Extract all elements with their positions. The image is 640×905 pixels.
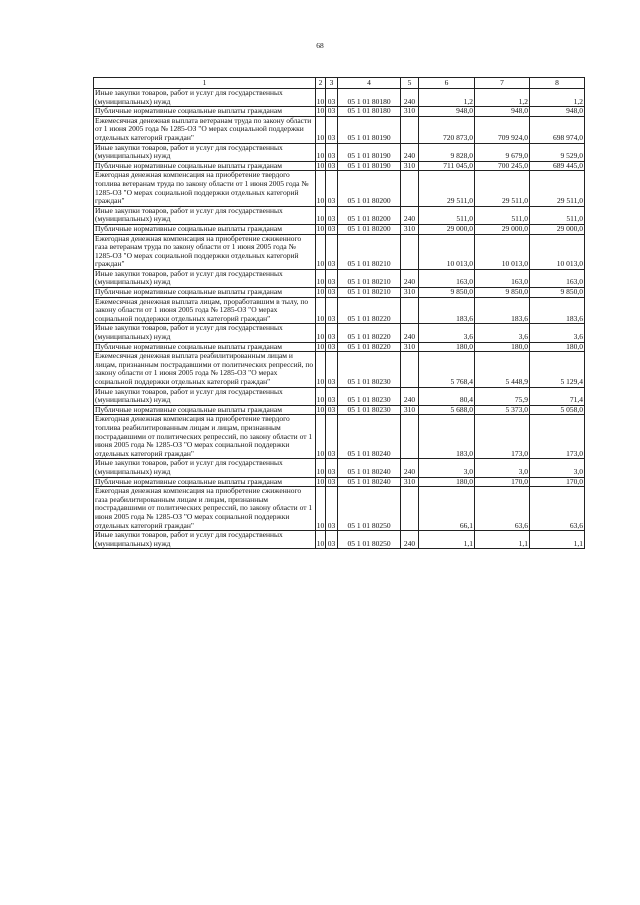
subsection-code: 03 (326, 342, 338, 352)
section-code: 10 (316, 459, 326, 477)
amount-year-1: 3,0 (419, 459, 475, 477)
row-description: Ежегодная денежная компенсация на приобретение сжиженного газа реабилитированным лицам и лицам, признанным пострадавшими от политических репрессий, по закону области от 1 июня 2005 года № 1285-ОЗ "О мерах социальной поддержки отдельных категорий граждан" (94, 487, 316, 531)
subsection-code: 03 (326, 387, 338, 405)
section-code: 10 (316, 106, 325, 116)
row-description: Публичные нормативные социальные выплаты гражданам (94, 161, 316, 171)
amount-year-1: 9 850,0 (419, 288, 475, 298)
amount-year-3: 29 000,0 (530, 224, 585, 234)
amount-year-2: 700 245,0 (475, 161, 530, 171)
amount-year-2: 10 013,0 (475, 234, 530, 269)
amount-year-3: 163,0 (530, 269, 585, 287)
amount-year-1: 66,1 (419, 487, 475, 531)
target-article-code: 05 1 01 80200 (338, 206, 401, 224)
table-row (94, 107, 585, 117)
row-description: Публичные нормативные социальные выплаты гражданам (94, 288, 316, 298)
row-description: Иные закупки товаров, работ и услуг для государственных (муниципальных) нужд (94, 206, 316, 224)
amount-year-3: 5 129,4 (530, 352, 585, 387)
amount-year-3: 5 058,0 (530, 405, 585, 415)
column-header: 6 (419, 78, 475, 89)
amount-year-2: 709 924,0 (475, 116, 530, 143)
section-code: 10 (316, 161, 325, 170)
amount-year-2: 1,2 (475, 89, 530, 107)
target-article-code: 05 1 01 80210 (338, 234, 401, 269)
target-article-code: 05 1 01 80180 (338, 107, 401, 117)
target-article-code: 05 1 01 80240 (338, 459, 401, 477)
amount-year-1: 3,6 (419, 324, 475, 342)
row-description: Ежемесячная денежная выплата лицам, проработавшим в тылу, по закону области от 1 июня 2005 года № 1285-ОЗ "О мерах социальной поддержки отдельных категорий граждан" (94, 297, 316, 324)
row-description: Публичные нормативные социальные выплаты гражданам (94, 342, 316, 352)
amount-year-3: 1,2 (530, 89, 585, 107)
subsection-code: 03 (326, 206, 338, 224)
amount-year-2: 9 679,0 (475, 143, 530, 161)
subsection-code: 03 (326, 487, 338, 531)
column-header: 3 (326, 78, 338, 89)
amount-year-1: 10 013,0 (419, 234, 475, 269)
table-row (94, 288, 585, 298)
subsection-code: 03 (326, 107, 338, 117)
amount-year-3: 63,6 (530, 487, 585, 531)
subsection-code: 03 (326, 531, 338, 549)
amount-year-1: 5 768,4 (419, 352, 475, 387)
amount-year-3: 511,0 (530, 206, 585, 224)
row-description: Ежемесячная денежная выплата ветеранам труда по закону области от 1 июня 2005 года № 1285-ОЗ "О мерах социальной поддержки отдельных категорий граждан" (94, 116, 316, 143)
section-code: 10 (316, 405, 325, 414)
amount-year-2: 5 373,0 (475, 405, 530, 415)
amount-year-1: 80,4 (419, 387, 475, 405)
target-article-code: 05 1 01 80230 (338, 405, 401, 415)
table-row (94, 206, 585, 224)
target-article-code: 05 1 01 80220 (338, 342, 401, 352)
expense-type-code: 240 (401, 89, 419, 107)
expense-type-code: 310 (401, 224, 419, 234)
column-header: 4 (338, 78, 401, 89)
expense-type-code: 310 (401, 161, 419, 171)
table-row (94, 477, 585, 487)
row-description: Иные закупки товаров, работ и услуг для государственных (муниципальных) нужд (94, 324, 316, 342)
expense-type-code (401, 297, 419, 324)
expense-type-code: 310 (401, 107, 419, 117)
target-article-code: 05 1 01 80210 (338, 288, 401, 298)
table-row (94, 143, 585, 161)
expense-type-code: 240 (401, 459, 419, 477)
row-description: Публичные нормативные социальные выплаты гражданам (94, 107, 316, 117)
expense-type-code (401, 234, 419, 269)
target-article-code: 05 1 01 80240 (338, 477, 401, 487)
amount-year-3: 689 445,0 (530, 161, 585, 171)
amount-year-1: 9 828,0 (419, 143, 475, 161)
table-row (94, 352, 585, 387)
amount-year-2: 163,0 (475, 269, 530, 287)
row-description: Ежемесячная денежная выплата реабилитированным лицам и лицам, признанным пострадавшими от политических репрессий, по закону области от 1 июня 2005 года № 1285-ОЗ "О мерах социальной поддержки отдельных категорий граждан" (94, 352, 316, 387)
subsection-code: 03 (326, 477, 338, 487)
amount-year-3: 1,1 (530, 531, 585, 549)
column-header: 8 (530, 78, 585, 89)
amount-year-3: 9 850,0 (530, 288, 585, 298)
expense-type-code (401, 171, 419, 206)
row-description: Иные закупки товаров, работ и услуг для государственных (муниципальных) нужд (94, 143, 316, 161)
table-row (94, 269, 585, 287)
row-description: Иные закупки товаров, работ и услуг для государственных (муниципальных) нужд (94, 531, 316, 549)
amount-year-2: 75,9 (475, 387, 530, 405)
amount-year-1: 183,0 (419, 415, 475, 459)
section-code: 10 (316, 234, 326, 269)
amount-year-2: 948,0 (475, 107, 530, 117)
table-row (94, 387, 585, 405)
amount-year-2: 3,0 (475, 459, 530, 477)
section-code: 10 (316, 531, 326, 549)
amount-year-2: 5 448,9 (475, 352, 530, 387)
row-description: Иные закупки товаров, работ и услуг для государственных (муниципальных) нужд (94, 459, 316, 477)
section-code: 10 (316, 206, 326, 224)
section-code: 10 (316, 352, 326, 387)
amount-year-1: 5 688,0 (419, 405, 475, 415)
row-description: Иные закупки товаров, работ и услуг для государственных (муниципальных) нужд (94, 89, 316, 107)
amount-year-1: 720 873,0 (419, 116, 475, 143)
amount-year-2: 3,6 (475, 324, 530, 342)
subsection-code: 03 (326, 143, 338, 161)
expense-type-code: 240 (401, 269, 419, 287)
row-description: Иные закупки товаров, работ и услуг для государственных (муниципальных) нужд (94, 387, 316, 405)
column-header: 7 (475, 78, 530, 89)
subsection-code: 03 (326, 224, 338, 234)
amount-year-2: 170,0 (475, 477, 530, 487)
table-row (94, 297, 585, 324)
table-row (94, 161, 585, 171)
section-code: 10 (316, 89, 326, 107)
target-article-code: 05 1 01 80180 (338, 89, 401, 107)
amount-year-1: 711 045,0 (419, 161, 475, 171)
section-code: 10 (316, 415, 326, 459)
expense-type-code: 240 (401, 531, 419, 549)
amount-year-3: 183,6 (530, 297, 585, 324)
subsection-code: 03 (326, 288, 338, 298)
column-header: 5 (401, 78, 419, 89)
row-description: Публичные нормативные социальные выплаты гражданам (94, 477, 316, 487)
amount-year-2: 183,6 (475, 297, 530, 324)
subsection-code: 03 (326, 459, 338, 477)
expense-type-code (401, 116, 419, 143)
amount-year-3: 698 974,0 (530, 116, 585, 143)
row-description: Ежегодная денежная компенсация на приобретение сжиженного газа ветеранам труда по закону области от 1 июня 2005 года № 1285-ОЗ "О мерах социальной поддержки отдельных категорий граждан" (94, 234, 316, 269)
amount-year-1: 163,0 (419, 269, 475, 287)
section-code: 10 (316, 171, 326, 206)
amount-year-3: 948,0 (530, 107, 585, 117)
table-row (94, 459, 585, 477)
amount-year-3: 180,0 (530, 342, 585, 352)
amount-year-1: 948,0 (419, 107, 475, 117)
target-article-code: 05 1 01 80230 (338, 387, 401, 405)
amount-year-3: 173,0 (530, 415, 585, 459)
amount-year-1: 29 000,0 (419, 224, 475, 234)
page-number: 68 (316, 41, 324, 50)
target-article-code: 05 1 01 80220 (338, 297, 401, 324)
target-article-code: 05 1 01 80250 (338, 487, 401, 531)
expense-type-code: 310 (401, 477, 419, 487)
subsection-code: 03 (326, 297, 338, 324)
row-description: Иные закупки товаров, работ и услуг для государственных (муниципальных) нужд (94, 269, 316, 287)
section-code: 10 (316, 324, 326, 342)
row-description: Публичные нормативные социальные выплаты гражданам (94, 405, 316, 415)
section-code: 10 (316, 287, 325, 297)
table-row (94, 89, 585, 107)
subsection-code: 03 (326, 405, 338, 415)
subsection-code: 03 (326, 116, 338, 143)
expense-type-code (401, 415, 419, 459)
target-article-code: 05 1 01 80230 (338, 352, 401, 387)
table-row (94, 324, 585, 342)
section-code: 10 (316, 269, 326, 287)
amount-year-3: 71,4 (530, 387, 585, 405)
target-article-code: 05 1 01 80210 (338, 269, 401, 287)
expense-type-code: 240 (401, 206, 419, 224)
amount-year-1: 1,2 (419, 89, 475, 107)
target-article-code: 05 1 01 80190 (338, 161, 401, 171)
amount-year-2: 180,0 (475, 342, 530, 352)
amount-year-3: 170,0 (530, 477, 585, 487)
amount-year-3: 10 013,0 (530, 234, 585, 269)
section-code: 10 (316, 297, 326, 324)
table-row (94, 224, 585, 234)
section-code: 10 (316, 477, 325, 486)
row-description: Публичные нормативные социальные выплаты гражданам (94, 224, 316, 234)
amount-year-2: 511,0 (475, 206, 530, 224)
subsection-code: 03 (326, 171, 338, 206)
amount-year-2: 9 850,0 (475, 288, 530, 298)
subsection-code: 03 (326, 269, 338, 287)
budget-table-body (94, 78, 585, 549)
amount-year-1: 180,0 (419, 342, 475, 352)
header-row (94, 78, 585, 89)
column-header: 2 (316, 78, 326, 89)
subsection-code: 03 (326, 415, 338, 459)
subsection-code: 03 (326, 161, 338, 171)
amount-year-3: 29 511,0 (530, 171, 585, 206)
budget-table (93, 77, 585, 549)
expense-type-code: 310 (401, 405, 419, 415)
amount-year-2: 173,0 (475, 415, 530, 459)
expense-type-code: 310 (401, 342, 419, 352)
table-row (94, 405, 585, 415)
table-row (94, 415, 585, 459)
amount-year-1: 511,0 (419, 206, 475, 224)
expense-type-code: 240 (401, 324, 419, 342)
target-article-code: 05 1 01 80190 (338, 116, 401, 143)
row-description: Ежегодная денежная компенсация на приобретение твердого топлива ветеранам труда по закону области от 1 июня 2005 года № 1285-ОЗ "О мерах социальной поддержки отдельных категорий граждан" (94, 171, 316, 206)
subsection-code: 03 (326, 352, 338, 387)
section-code: 10 (316, 116, 326, 143)
expense-type-code: 240 (401, 387, 419, 405)
target-article-code: 05 1 01 80200 (338, 171, 401, 206)
amount-year-2: 1,1 (475, 531, 530, 549)
target-article-code: 05 1 01 80220 (338, 324, 401, 342)
table-row (94, 234, 585, 269)
expense-type-code (401, 487, 419, 531)
amount-year-1: 1,1 (419, 531, 475, 549)
amount-year-2: 29 511,0 (475, 171, 530, 206)
table-row (94, 487, 585, 531)
amount-year-1: 180,0 (419, 477, 475, 487)
table-row (94, 342, 585, 352)
subsection-code: 03 (326, 234, 338, 269)
table-row (94, 531, 585, 549)
subsection-code: 03 (326, 324, 338, 342)
amount-year-3: 3,0 (530, 459, 585, 477)
expense-type-code: 310 (401, 288, 419, 298)
section-code: 10 (316, 487, 326, 531)
amount-year-2: 29 000,0 (475, 224, 530, 234)
target-article-code: 05 1 01 80250 (338, 531, 401, 549)
target-article-code: 05 1 01 80240 (338, 415, 401, 459)
table-row (94, 171, 585, 206)
expense-type-code (401, 352, 419, 387)
section-code: 10 (316, 143, 326, 161)
subsection-code: 03 (326, 89, 338, 107)
target-article-code: 05 1 01 80190 (338, 143, 401, 161)
target-article-code: 05 1 01 80200 (338, 224, 401, 234)
amount-year-3: 9 529,0 (530, 143, 585, 161)
row-description: Ежегодная денежная компенсация на приобретение твердого топлива реабилитированным лицам и лицам, признанным пострадавшими от политических репрессий, по закону области от 1 июня 2005 года № 1285-ОЗ "О мерах социальной поддержки отдельных категорий граждан" (94, 415, 316, 459)
column-header: 1 (94, 78, 316, 89)
expense-type-code: 240 (401, 143, 419, 161)
section-code: 10 (316, 342, 325, 351)
table-row (94, 116, 585, 143)
amount-year-2: 63,6 (475, 487, 530, 531)
amount-year-1: 183,6 (419, 297, 475, 324)
amount-year-1: 29 511,0 (419, 171, 475, 206)
section-code: 10 (316, 224, 325, 233)
amount-year-3: 3,6 (530, 324, 585, 342)
section-code: 10 (316, 387, 326, 405)
